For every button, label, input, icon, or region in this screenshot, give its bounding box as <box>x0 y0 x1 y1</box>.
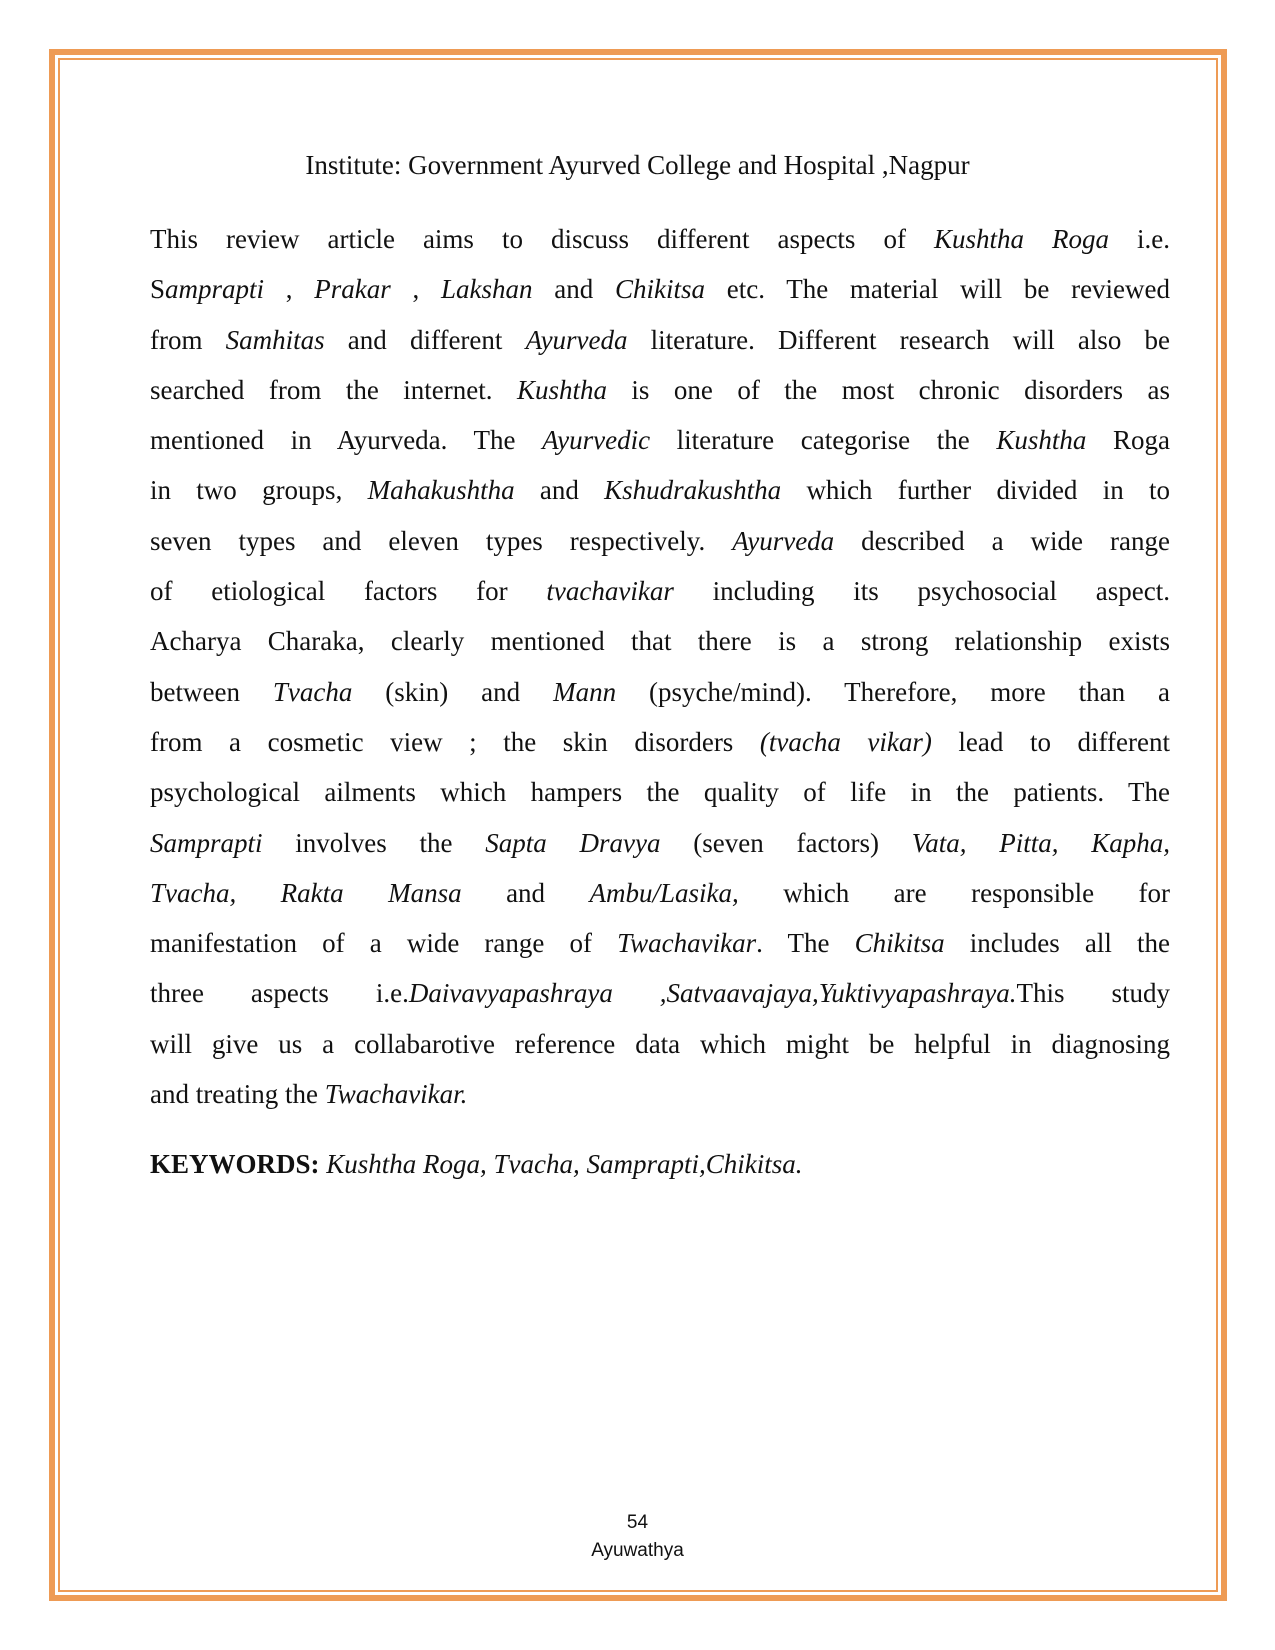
text-run: S <box>150 274 166 305</box>
text-run: seven types and eleven types respectively. <box>150 525 733 556</box>
italic-term: Ayurveda <box>525 324 628 355</box>
italic-term: Kushtha Roga <box>933 224 1109 254</box>
abstract-line <box>150 667 1170 717</box>
italic-term: Tvacha <box>272 676 353 707</box>
text-run: and different <box>324 324 526 355</box>
italic-term: Lakshan <box>441 274 533 305</box>
italic-term: Ambu/Lasika, <box>589 877 739 908</box>
text-run: i.e. <box>1109 224 1170 254</box>
italic-term: Tvacha, Rakta Mansa <box>150 877 462 908</box>
text-run: described a wide range <box>834 525 1170 556</box>
text-run: includes all the <box>944 928 1170 959</box>
italic-term: Chikitsa <box>854 928 945 959</box>
journal-name: Ayuwathya <box>591 1540 684 1561</box>
text-run: Roga <box>1086 425 1170 456</box>
italic-term: (tvacha vikar) <box>759 726 932 757</box>
text-run: and <box>514 475 605 506</box>
keywords-line <box>150 1146 803 1182</box>
italic-term: Kushtha <box>996 425 1087 456</box>
text-run: etc. The material will be reviewed <box>705 274 1171 305</box>
keywords-label: KEYWORDS: <box>150 1149 320 1179</box>
text-run: (psyche/mind). Therefore, more than a <box>616 676 1171 707</box>
text-run: , <box>264 274 315 305</box>
italic-term: Sapta Dravya <box>485 827 661 858</box>
italic-term: amprapti <box>165 274 265 305</box>
italic-term: Kshudrakushtha <box>604 475 782 506</box>
text-run: between <box>150 676 273 707</box>
abstract-line <box>150 767 1170 817</box>
italic-term: Vata, Pitta, Kapha, <box>911 827 1170 858</box>
abstract-line <box>150 415 1170 465</box>
text-run: will give us a collabarotive reference data which might be helpful in diagnosing <box>150 1028 1170 1059</box>
italic-term: tvachavikar <box>546 576 674 607</box>
abstract-line <box>150 516 1170 566</box>
text-run: in two groups, <box>150 475 368 506</box>
text-run: . The <box>756 928 855 959</box>
abstract-line <box>150 616 1170 666</box>
text-run: Acharya Charaka, clearly mentioned that there is a strong relationship exists <box>150 626 1170 657</box>
abstract-line <box>150 566 1170 616</box>
text-run: (skin) and <box>352 676 554 707</box>
text-run: This review article aims to discuss different aspects of <box>150 224 934 254</box>
text-run: mentioned in Ayurveda. The <box>150 425 543 456</box>
page-number: 54 <box>626 1512 649 1533</box>
italic-term: Prakar <box>314 274 391 305</box>
text-run: psychological ailments which hampers the quality of life in the patients. The <box>150 777 1170 808</box>
abstract-line <box>150 918 1170 968</box>
text-run: and <box>532 274 615 305</box>
text-run: which are responsible for <box>738 877 1170 908</box>
text-run: and treating the <box>150 1079 325 1110</box>
italic-term: Twachavikar <box>617 928 757 959</box>
italic-term: Chikitsa <box>615 274 706 305</box>
text-run: which further divided in to <box>781 475 1170 506</box>
abstract-line <box>150 868 1170 918</box>
abstract-line <box>150 968 1170 1018</box>
abstract-line <box>150 264 1170 314</box>
abstract-line <box>150 818 1170 868</box>
italic-term: Samhitas <box>225 324 325 355</box>
abstract-line <box>150 315 1170 365</box>
italic-term: Ayurveda <box>732 525 835 556</box>
text-run: literature categorise the <box>650 425 997 456</box>
text-run: , <box>390 274 442 305</box>
abstract-line <box>150 214 1170 264</box>
italic-term: Samprapti <box>150 827 263 858</box>
abstract-paragraph <box>150 214 1170 1119</box>
text-run: is one of the most chronic disorders as <box>606 374 1170 405</box>
text-run: from <box>150 324 226 355</box>
italic-term: Mahakushtha <box>367 475 515 506</box>
text-run: (seven factors) <box>660 827 912 858</box>
text-run: This study <box>1016 978 1170 1009</box>
text-run: and <box>461 877 590 908</box>
text-run: from a cosmetic view ; the skin disorders <box>150 726 760 757</box>
italic-term: Mann <box>553 676 617 707</box>
text-run: lead to different <box>931 726 1170 757</box>
abstract-line <box>150 1069 1170 1119</box>
italic-term: Twachavikar. <box>324 1079 468 1110</box>
text-run: three aspects i.e. <box>150 978 409 1009</box>
text-run: of etiological factors for <box>150 576 547 607</box>
institute-line: Institute: Government Ayurved College and Hospital ,Nagpur <box>305 150 970 180</box>
text-run: involves the <box>262 827 486 858</box>
text-run: including its psychosocial aspect. <box>673 576 1170 607</box>
italic-term: Kushtha <box>516 374 607 405</box>
abstract-line <box>150 465 1170 515</box>
abstract-line <box>150 365 1170 415</box>
text-run: searched from the internet. <box>150 374 517 405</box>
text-run: manifestation of a wide range of <box>150 928 618 959</box>
italic-term: Daivavyapashraya ,Satvaavajaya,Yuktivyapashraya. <box>408 978 1017 1009</box>
abstract-line <box>150 1019 1170 1069</box>
text-run: literature. Different research will also be <box>627 324 1170 355</box>
keywords-value: Kushtha Roga, Tvacha, Samprapti,Chikitsa. <box>319 1149 803 1179</box>
italic-term: Ayurvedic <box>542 425 651 456</box>
abstract-line <box>150 717 1170 767</box>
